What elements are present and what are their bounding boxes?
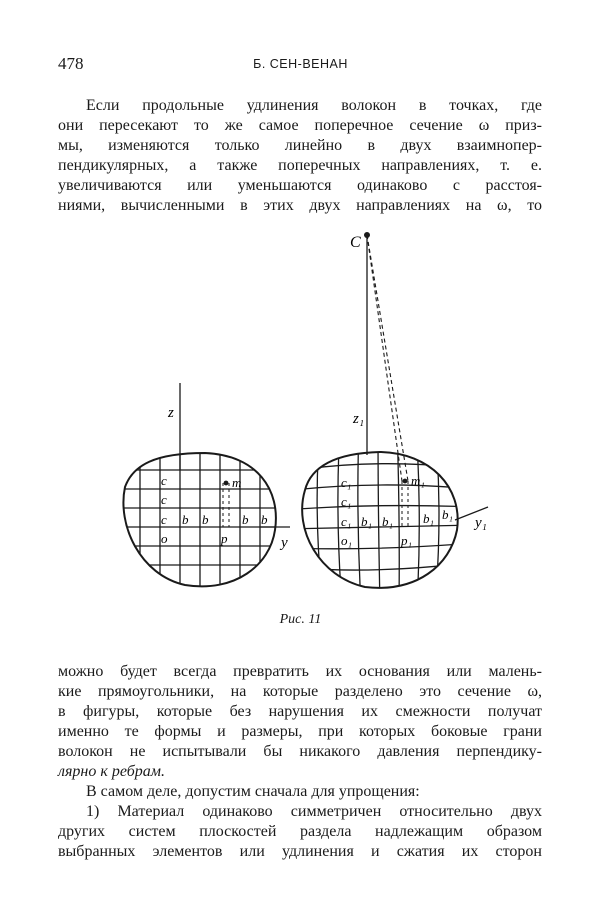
- top-paragraph: [58, 96, 542, 216]
- left-label-m: m: [232, 475, 242, 490]
- right-outline: [302, 452, 458, 588]
- text-line: выбранных элементов или удлинения и сжатия их сторон: [58, 843, 542, 860]
- text-line: можно будет всегда превратить их основания или малень-: [58, 663, 542, 680]
- right-dashed-ray: [367, 235, 402, 481]
- text-line: кие прямоугольники, на которые разделено это сечение ω,: [58, 683, 542, 700]
- text-line: лярно к ребрам.: [58, 763, 165, 780]
- left-label-b: b: [261, 512, 268, 527]
- right-dashed-ray: [367, 235, 408, 481]
- apex-label-c: C: [350, 234, 361, 251]
- figure-caption: Рис. 11: [279, 612, 322, 627]
- left-label-b: b: [202, 512, 209, 527]
- text-line: Если продольные удлинения волокон в точках, где: [86, 97, 542, 114]
- right-label-b: b₁: [361, 514, 373, 529]
- left-label-b: b: [242, 512, 249, 527]
- left-label-p: p: [221, 531, 228, 546]
- left-label-c: c: [161, 512, 167, 527]
- left-point-m: [224, 481, 229, 486]
- text-line: в фигуры, которые без нарушения их смежности получат: [58, 703, 542, 720]
- left-label-c: c: [161, 473, 167, 488]
- bottom-text: [58, 662, 542, 862]
- right-label-o: o₁: [341, 533, 353, 548]
- left-label-c: c: [161, 492, 167, 507]
- right-label-b: b₁: [382, 514, 394, 529]
- right-section: [285, 232, 488, 605]
- figure-11: [95, 225, 515, 615]
- right-label-m: m₁: [411, 473, 425, 488]
- text-line: В самом деле, допустим сначала для упрощения:: [86, 783, 420, 800]
- apex-point-c: [364, 232, 370, 238]
- right-label-y: y₁: [475, 515, 487, 531]
- text-line: волокон не испытывали бы никакого давления перпендику-: [58, 743, 542, 760]
- running-title: Б. СЕН-ВЕНАН: [253, 57, 348, 71]
- right-point-m: [403, 479, 408, 484]
- right-label-c: c₁: [341, 494, 352, 509]
- text-line: ниями, вычисленными в этих двух направлениях на ω, то: [58, 197, 542, 214]
- left-section: [95, 383, 295, 605]
- right-label-z: z₁: [353, 411, 365, 427]
- page-number: 478: [58, 54, 84, 73]
- left-label-y: y: [281, 535, 288, 551]
- right-label-b: b₁: [442, 507, 454, 522]
- text-line: они пересекают то же самое поперечное сечение ω приз-: [58, 117, 542, 134]
- left-label-o: o: [161, 531, 168, 546]
- right-label-b: b₁: [423, 511, 435, 526]
- right-label-p: p₁: [401, 533, 413, 548]
- left-label-z: z: [168, 405, 174, 421]
- right-label-c: c₁: [341, 514, 352, 529]
- text-line: мы, изменяются только линейно в двух взаимнопер-: [58, 137, 542, 154]
- left-label-b: b: [182, 512, 189, 527]
- right-label-c: c₁: [341, 475, 352, 490]
- text-line: 1) Материал одинаково симметричен относительно двух: [86, 803, 542, 820]
- text-line: именно те формы и размеры, при которых боковые грани: [58, 723, 542, 740]
- text-line: других систем плоскостей раздела надлежащим образом: [58, 823, 542, 840]
- figure-drawing: [95, 225, 515, 615]
- text-line: пендикулярных, а также поперечных направлениях, т. е.: [58, 157, 542, 174]
- text-line: увеличиваются или уменьшаются одинаково с расстоя-: [58, 177, 542, 194]
